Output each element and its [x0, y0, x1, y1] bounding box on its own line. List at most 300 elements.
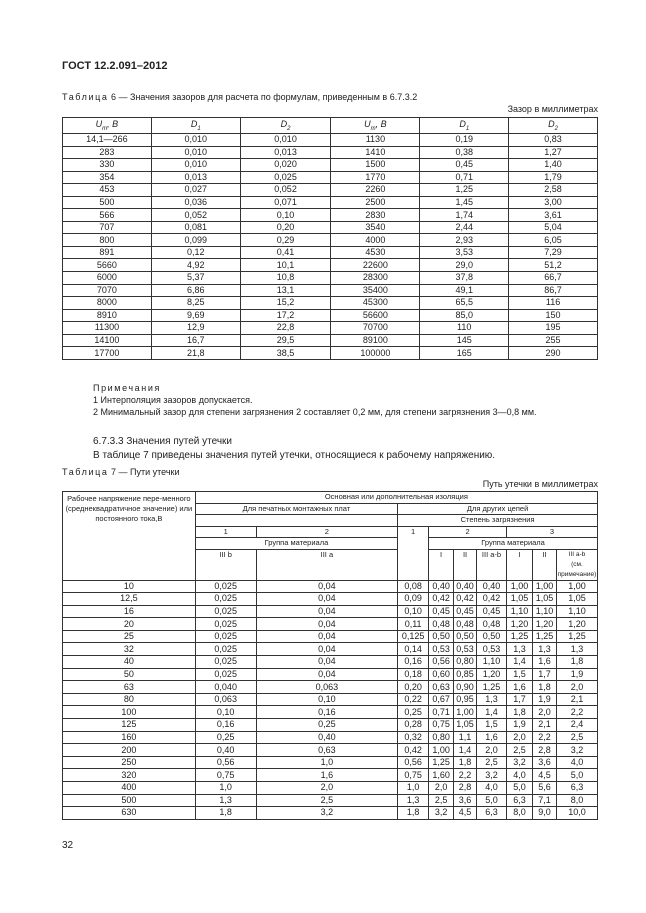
table-cell: 891 [63, 246, 152, 259]
table-cell: 1,3 [532, 643, 556, 656]
table-cell: 150 [509, 309, 598, 322]
table-cell: 1,4 [507, 656, 533, 669]
table-cell: 0,95 [454, 693, 477, 706]
table-cell: 0,63 [429, 681, 454, 694]
table-cell: 3540 [331, 221, 420, 234]
table-cell: 1,9 [507, 719, 533, 732]
table-cell: 200 [63, 744, 196, 757]
table-cell: 6,3 [556, 782, 597, 795]
table-cell: 2,0 [477, 744, 507, 757]
table-cell: 0,18 [398, 668, 429, 681]
table-cell: 2,2 [532, 731, 556, 744]
table-cell: 35400 [331, 284, 420, 297]
table-cell: 290 [509, 347, 598, 360]
col-header-unit: , В [107, 119, 119, 130]
table-cell: 0,56 [429, 656, 454, 669]
section-text: В таблице 7 приведены значения путей утечки, относящиеся к рабочему напряжению. [93, 450, 496, 461]
table-cell: 566 [63, 209, 152, 222]
table-cell: 2260 [331, 184, 420, 197]
table-cell: 1,60 [429, 769, 454, 782]
table-cell: 0,099 [151, 234, 240, 247]
table-cell: 0,025 [195, 605, 256, 618]
table-cell: 65,5 [420, 297, 509, 310]
table-cell: 5660 [63, 259, 152, 272]
notes-title: Примечания [93, 383, 161, 393]
table-cell: 0,04 [256, 618, 398, 631]
table-cell: 29,5 [240, 334, 331, 347]
table-cell: 45300 [331, 297, 420, 310]
table-cell: 22600 [331, 259, 420, 272]
table-cell: 0,32 [398, 731, 429, 744]
table-cell: 0,67 [429, 693, 454, 706]
table-row [63, 782, 598, 795]
table-cell: 1,8 [195, 807, 256, 820]
table-cell: 0,56 [195, 756, 256, 769]
table-cell: 1,8 [556, 656, 597, 669]
header-group-iiiab-3-label: III a-b [568, 550, 586, 558]
table-row [63, 334, 598, 347]
table-cell: 1,4 [454, 744, 477, 757]
table-cell: 2,0 [556, 681, 597, 694]
table-cell: 66,7 [509, 272, 598, 285]
col-header-subscript: 1 [465, 125, 470, 132]
table-cell: 4,5 [532, 769, 556, 782]
table6-caption-text: 6 — Значения зазоров для расчета по формулам, приведенным в 6.7.3.2 [108, 92, 418, 102]
table-cell: 283 [63, 146, 152, 159]
table7-caption-prefix: Таблица [62, 467, 109, 477]
table-cell: 0,53 [429, 643, 454, 656]
table-cell: 8,0 [507, 807, 533, 820]
table-cell: 2500 [331, 196, 420, 209]
table-cell: 10,0 [556, 807, 597, 820]
table-cell: 6,3 [507, 794, 533, 807]
table-cell: 0,013 [240, 146, 331, 159]
table-cell: 14100 [63, 334, 152, 347]
table-cell: 8000 [63, 297, 152, 310]
table-cell: 0,90 [454, 681, 477, 694]
table-cell: 12,9 [151, 322, 240, 335]
table-row [63, 284, 598, 297]
table-cell: 4,92 [151, 259, 240, 272]
table-row [63, 209, 598, 222]
table-cell: 330 [63, 159, 152, 172]
table-cell: 1,45 [420, 196, 509, 209]
header-pollution-degree: Степень загрязнения [398, 515, 598, 527]
table-cell: 3,2 [429, 807, 454, 820]
table-cell: 0,025 [195, 630, 256, 643]
table-row [63, 322, 598, 335]
col-header-subscript: m [102, 125, 108, 132]
table-cell: 2,93 [420, 234, 509, 247]
table-cell: 3,00 [509, 196, 598, 209]
table-row [63, 159, 598, 172]
table6-col-header [331, 118, 420, 134]
table-cell: 0,063 [256, 681, 398, 694]
table-cell: 1,40 [509, 159, 598, 172]
table-cell: 1,3 [556, 643, 597, 656]
table-cell: 0,85 [454, 668, 477, 681]
table-cell: 1,8 [454, 756, 477, 769]
table-cell: 6,05 [509, 234, 598, 247]
table-cell: 100 [63, 706, 196, 719]
col-header-symbol: D [280, 119, 288, 130]
table-cell: 145 [420, 334, 509, 347]
table-cell: 2,4 [556, 719, 597, 732]
table-cell: 100000 [331, 347, 420, 360]
table-cell: 1,25 [429, 756, 454, 769]
table-row [63, 719, 598, 732]
table-row [63, 668, 598, 681]
table-cell: 0,20 [398, 681, 429, 694]
table6-units: Зазор в миллиметрах [507, 104, 598, 114]
table-cell: 0,22 [398, 693, 429, 706]
header-group-iiiab: III a-b [477, 549, 507, 580]
table-cell: 0,10 [195, 706, 256, 719]
table-cell: 500 [63, 794, 196, 807]
table-cell: 2,58 [509, 184, 598, 197]
table-cell: 400 [63, 782, 196, 795]
table-cell: 2,5 [256, 794, 398, 807]
table-cell: 3,61 [509, 209, 598, 222]
table-cell: 6,86 [151, 284, 240, 297]
table-cell: 3,6 [454, 794, 477, 807]
header-degree-1: 1 [195, 526, 256, 538]
col-header-symbol: D [190, 119, 198, 130]
header-group-iiiab-3 [556, 549, 597, 580]
table-row [63, 184, 598, 197]
table-cell: 1,3 [477, 693, 507, 706]
table-cell: 1,0 [195, 782, 256, 795]
table6-col-header [240, 118, 331, 134]
table-cell: 1,7 [532, 668, 556, 681]
table-cell: 1,25 [532, 630, 556, 643]
table-cell: 2,5 [429, 794, 454, 807]
table-cell: 50 [63, 668, 196, 681]
table-cell: 17700 [63, 347, 152, 360]
table-cell: 5,0 [507, 782, 533, 795]
table-cell: 1,74 [420, 209, 509, 222]
table-row [63, 693, 598, 706]
table-cell: 8,0 [556, 794, 597, 807]
table-cell: 20 [63, 618, 196, 631]
table-cell: 29,0 [420, 259, 509, 272]
table-cell: 0,53 [477, 643, 507, 656]
table-cell: 0,020 [240, 159, 331, 172]
table-cell: 0,12 [151, 246, 240, 259]
table-cell: 3,2 [477, 769, 507, 782]
table-cell: 32 [63, 643, 196, 656]
table-cell: 0,83 [509, 134, 598, 147]
table-cell: 2,0 [429, 782, 454, 795]
table-cell: 0,11 [398, 618, 429, 631]
table-row [63, 246, 598, 259]
table-cell: 1,10 [507, 605, 533, 618]
table-cell: 1,27 [509, 146, 598, 159]
table-row [63, 221, 598, 234]
table-cell: 195 [509, 322, 598, 335]
table-cell: 0,45 [454, 605, 477, 618]
table-row [63, 347, 598, 360]
table-cell: 0,29 [240, 234, 331, 247]
table-cell: 6000 [63, 272, 152, 285]
table-cell: 0,42 [477, 593, 507, 606]
table-row [63, 656, 598, 669]
table-cell: 0,42 [454, 593, 477, 606]
table-cell: 800 [63, 234, 152, 247]
table-cell: 0,071 [240, 196, 331, 209]
table-row [63, 731, 598, 744]
table-cell: 2,2 [454, 769, 477, 782]
table-cell: 0,48 [477, 618, 507, 631]
table-cell: 1,20 [532, 618, 556, 631]
table-row [63, 643, 598, 656]
table-cell: 1130 [331, 134, 420, 147]
table-cell: 21,8 [151, 347, 240, 360]
table-cell: 13,1 [240, 284, 331, 297]
table-cell: 1,8 [507, 706, 533, 719]
table-cell: 5,0 [556, 769, 597, 782]
table-cell: 0,052 [240, 184, 331, 197]
page-number: 32 [62, 840, 74, 851]
table-cell: 0,040 [195, 681, 256, 694]
table-cell: 0,71 [420, 171, 509, 184]
table-cell: 125 [63, 719, 196, 732]
header-group-ii-3: II [532, 549, 556, 580]
table-cell: 0,25 [256, 719, 398, 732]
table-cell: 7070 [63, 284, 152, 297]
table-cell: 89100 [331, 334, 420, 347]
table-cell: 0,04 [256, 630, 398, 643]
table-cell: 10,8 [240, 272, 331, 285]
table-row [63, 681, 598, 694]
table-cell: 2,5 [507, 744, 533, 757]
table-row [63, 146, 598, 159]
table-row [63, 593, 598, 606]
table-cell: 0,025 [195, 668, 256, 681]
table-cell: 6,3 [477, 807, 507, 820]
table-cell: 0,80 [454, 656, 477, 669]
table-cell: 0,80 [429, 731, 454, 744]
table-cell: 1,05 [556, 593, 597, 606]
table6-header-row [63, 118, 598, 134]
table-cell: 0,08 [398, 580, 429, 593]
table-cell: 0,40 [454, 580, 477, 593]
table-cell: 0,10 [398, 605, 429, 618]
table-cell: 2,2 [556, 706, 597, 719]
document-code: ГОСТ 12.2.091–2012 [62, 60, 168, 72]
table-cell: 10 [63, 580, 196, 593]
table-cell: 1,25 [507, 630, 533, 643]
table-cell: 63 [63, 681, 196, 694]
table-cell: 8910 [63, 309, 152, 322]
table-cell: 1,6 [256, 769, 398, 782]
table-row [63, 580, 598, 593]
table-cell: 0,10 [240, 209, 331, 222]
header-other-circuits: Для других цепей [398, 503, 598, 515]
table-cell: 320 [63, 769, 196, 782]
table-row [63, 605, 598, 618]
table-cell: 1770 [331, 171, 420, 184]
table-cell: 116 [509, 297, 598, 310]
col-header-symbol: D [548, 119, 555, 130]
table-cell: 4530 [331, 246, 420, 259]
table-cell: 0,40 [429, 580, 454, 593]
table-row [63, 618, 598, 631]
table-cell: 1,4 [477, 706, 507, 719]
table-cell: 14,1—266 [63, 134, 152, 147]
table-cell: 0,063 [195, 693, 256, 706]
table-row [63, 744, 598, 757]
header-working-voltage: Рабочее напряжение пере-менного (среднеквадратичное значение) или постоянного тока,В [63, 492, 196, 581]
table-cell: 80 [63, 693, 196, 706]
table-cell: 1,8 [532, 681, 556, 694]
table-cell: 2,8 [454, 782, 477, 795]
table-cell: 0,50 [477, 630, 507, 643]
table-cell: 0,09 [398, 593, 429, 606]
table-cell: 86,7 [509, 284, 598, 297]
table6-col-header [509, 118, 598, 134]
table6-body [63, 134, 598, 360]
table-cell: 2,0 [507, 731, 533, 744]
table-cell: 1,9 [532, 693, 556, 706]
table-cell: 38,5 [240, 347, 331, 360]
table-cell: 0,63 [256, 744, 398, 757]
table-cell: 1,20 [477, 668, 507, 681]
table-row [63, 171, 598, 184]
table-cell: 1,20 [507, 618, 533, 631]
table-cell: 4,0 [556, 756, 597, 769]
table-cell: 1,00 [454, 706, 477, 719]
table-cell: 0,48 [429, 618, 454, 631]
table-cell: 165 [420, 347, 509, 360]
table6-col-header [151, 118, 240, 134]
table-cell: 2,1 [556, 693, 597, 706]
table-cell: 0,38 [420, 146, 509, 159]
table-cell: 1,8 [398, 807, 429, 820]
header-pcb: Для печатных монтажных плат [195, 503, 397, 515]
table-cell: 0,75 [398, 769, 429, 782]
table-cell: 0,010 [240, 134, 331, 147]
table-row [63, 134, 598, 147]
table-cell: 0,04 [256, 593, 398, 606]
header-insulation: Основная или дополнительная изоляция [195, 492, 597, 504]
table-cell: 2830 [331, 209, 420, 222]
col-header-unit: , В [375, 119, 387, 130]
table-cell: 0,20 [240, 221, 331, 234]
table-cell: 0,025 [195, 643, 256, 656]
table-cell: 17,2 [240, 309, 331, 322]
header-iiia: III a [256, 549, 398, 580]
table-cell: 1,6 [532, 656, 556, 669]
table-cell: 0,53 [454, 643, 477, 656]
table-cell: 4,0 [477, 782, 507, 795]
table6-col-header [420, 118, 509, 134]
table-row [63, 756, 598, 769]
header-degree-3-other: 3 [507, 526, 598, 538]
table-cell: 1,1 [454, 731, 477, 744]
table-cell: 2,0 [532, 706, 556, 719]
table-row [63, 807, 598, 820]
table-cell: 0,19 [420, 134, 509, 147]
table-cell: 22,8 [240, 322, 331, 335]
table7-body [63, 580, 598, 819]
table-cell: 0,04 [256, 656, 398, 669]
table-cell: 354 [63, 171, 152, 184]
table-cell: 3,2 [256, 807, 398, 820]
table-cell: 0,45 [420, 159, 509, 172]
table-cell: 0,010 [151, 146, 240, 159]
table-cell: 1500 [331, 159, 420, 172]
table-row [63, 706, 598, 719]
table-cell: 0,013 [151, 171, 240, 184]
table-cell: 1,25 [556, 630, 597, 643]
table-cell: 0,16 [256, 706, 398, 719]
table-cell: 453 [63, 184, 152, 197]
table-cell: 1,00 [556, 580, 597, 593]
table-cell: 0,125 [398, 630, 429, 643]
table-cell: 0,25 [398, 706, 429, 719]
table-cell: 37,8 [420, 272, 509, 285]
table-cell: 500 [63, 196, 152, 209]
table-cell: 49,1 [420, 284, 509, 297]
table7-units: Путь утечки в миллиметрах [482, 479, 598, 489]
table-cell: 1,7 [507, 693, 533, 706]
table-cell: 1,79 [509, 171, 598, 184]
header-iiib: III b [195, 549, 256, 580]
table-row [63, 630, 598, 643]
table-cell: 5,04 [509, 221, 598, 234]
table-cell: 1,00 [507, 580, 533, 593]
table-cell: 1,5 [477, 719, 507, 732]
table-cell: 0,60 [429, 668, 454, 681]
table-cell: 16 [63, 605, 196, 618]
table-cell: 1,25 [420, 184, 509, 197]
table-cell: 0,75 [195, 769, 256, 782]
table-cell: 0,42 [429, 593, 454, 606]
table-cell: 0,04 [256, 605, 398, 618]
table6-col-header [63, 118, 152, 134]
table-cell: 4,5 [454, 807, 477, 820]
table6-caption [62, 92, 417, 102]
header-material-group: Группа материала [195, 538, 397, 550]
table-cell: 5,6 [532, 782, 556, 795]
table-cell: 10,1 [240, 259, 331, 272]
table-cell: 0,04 [256, 668, 398, 681]
note-item: 2 Минимальный зазор для степени загрязнения 2 составляет 0,2 мм, для степени загрязнения 3—0,8 мм. [93, 407, 537, 417]
table-cell: 0,081 [151, 221, 240, 234]
table-cell: 0,50 [429, 630, 454, 643]
note-item: 1 Интерполяция зазоров допускается. [93, 395, 253, 405]
table-cell: 1,10 [556, 605, 597, 618]
table-cell: 707 [63, 221, 152, 234]
table-cell: 9,69 [151, 309, 240, 322]
table7-creepage [62, 491, 598, 820]
table-cell: 2,5 [556, 731, 597, 744]
table-row [63, 272, 598, 285]
table-cell: 0,025 [195, 618, 256, 631]
table-cell: 0,40 [477, 580, 507, 593]
table-cell: 9,0 [532, 807, 556, 820]
table6-clearances [62, 117, 598, 360]
table-row [63, 309, 598, 322]
table-cell: 0,04 [256, 643, 398, 656]
table-cell: 1,6 [507, 681, 533, 694]
col-header-subscript: 2 [287, 125, 291, 132]
table-cell: 16,7 [151, 334, 240, 347]
table-cell: 0,40 [195, 744, 256, 757]
table-cell: 0,010 [151, 134, 240, 147]
header-group-i-3: I [507, 549, 533, 580]
